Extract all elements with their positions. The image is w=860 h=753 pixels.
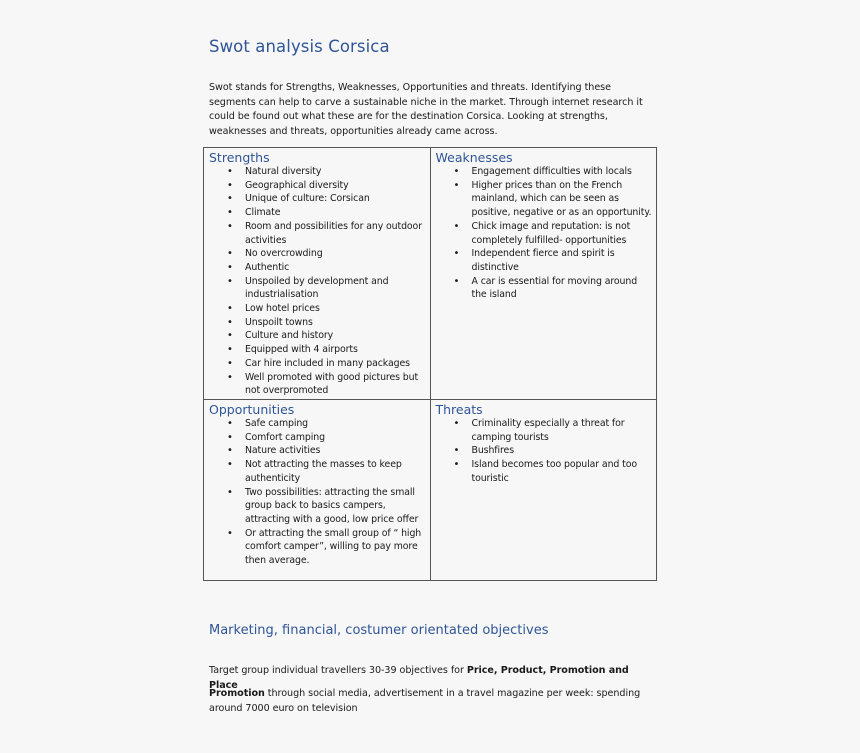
threats-list	[436, 417, 653, 486]
weaknesses-list	[436, 165, 653, 302]
strengths-list	[209, 165, 426, 398]
list-item: • Climate	[245, 206, 426, 220]
list-item: • Engagement difficulties with locals	[472, 165, 653, 179]
opportunities-cell	[204, 400, 431, 581]
list-item: • Geographical diversity	[245, 179, 426, 193]
strengths-cell	[204, 148, 431, 400]
list-item: • Unspoiled by development and industrialisation	[245, 275, 426, 302]
opportunities-list	[209, 417, 426, 568]
list-item: • Independent fierce and spirit is distinctive	[472, 247, 653, 274]
strengths-heading: Strengths	[209, 150, 270, 165]
list-item: • Bushfires	[472, 444, 653, 458]
list-item: • Or attracting the small group of “ high comfort camper”, willing to pay more then average.	[245, 527, 426, 568]
list-item: • Authentic	[245, 261, 426, 275]
objectives-heading: Marketing, financial, costumer orientated objectives	[209, 623, 549, 638]
list-item: • Equipped with 4 airports	[245, 343, 426, 357]
opportunities-heading: Opportunities	[209, 402, 295, 417]
list-item: • Low hotel prices	[245, 302, 426, 316]
list-item: • Higher prices than on the French mainland, which can be seen as positive, negative or as an opportunity.	[472, 179, 653, 220]
threats-heading: Threats	[435, 402, 483, 417]
list-item: • Well promoted with good pictures but not overpromoted	[245, 371, 426, 398]
list-item: • Criminality especially a threat for camping tourists	[472, 417, 653, 444]
page-title: Swot analysis Corsica	[209, 37, 390, 56]
weaknesses-cell	[430, 148, 657, 400]
target-text: Target group individual travellers 30-39 objectives for	[209, 665, 467, 676]
list-item: • Unspoilt towns	[245, 316, 426, 330]
threats-cell	[430, 400, 657, 581]
list-item: • No overcrowding	[245, 247, 426, 261]
list-item: • Comfort camping	[245, 431, 426, 445]
list-item: • Safe camping	[245, 417, 426, 431]
list-item: • Not attracting the masses to keep authenticity	[245, 458, 426, 485]
list-item: • Culture and history	[245, 329, 426, 343]
list-item: • Chick image and reputation: is not completely fulfilled- opportunities	[472, 220, 653, 247]
list-item: • Natural diversity	[245, 165, 426, 179]
list-item: • Two possibilities: attracting the small group back to basics campers, attracting with a good, low price offer	[245, 486, 426, 527]
list-item: • Nature activities	[245, 444, 426, 458]
list-item: • A car is essential for moving around the island	[472, 275, 653, 302]
list-item: • Unique of culture: Corsican	[245, 192, 426, 206]
list-item: • Car hire included in many packages	[245, 357, 426, 371]
list-item: • Island becomes too popular and too touristic	[472, 458, 653, 485]
promotion-bold-text: Promotion	[209, 688, 265, 699]
target-bold-text: Price, Product, Promotion and Place	[209, 665, 629, 691]
swot-table	[203, 147, 657, 581]
promotion-paragraph	[209, 686, 654, 716]
promotion-text: through social media, advertisement in a travel magazine per week: spending around 7000 euro on television	[209, 688, 641, 714]
list-item: • Room and possibilities for any outdoor activities	[245, 220, 426, 247]
intro-paragraph: Swot stands for Strengths, Weaknesses, Opportunities and threats. Identifying these segments can help to carve a sustainable niche in the market. Through internet research it could be found out what these are for the destination Corsica. Looking at strengths, weaknesses and threats, opportunities already came across.	[209, 82, 643, 137]
weaknesses-heading: Weaknesses	[435, 150, 513, 165]
